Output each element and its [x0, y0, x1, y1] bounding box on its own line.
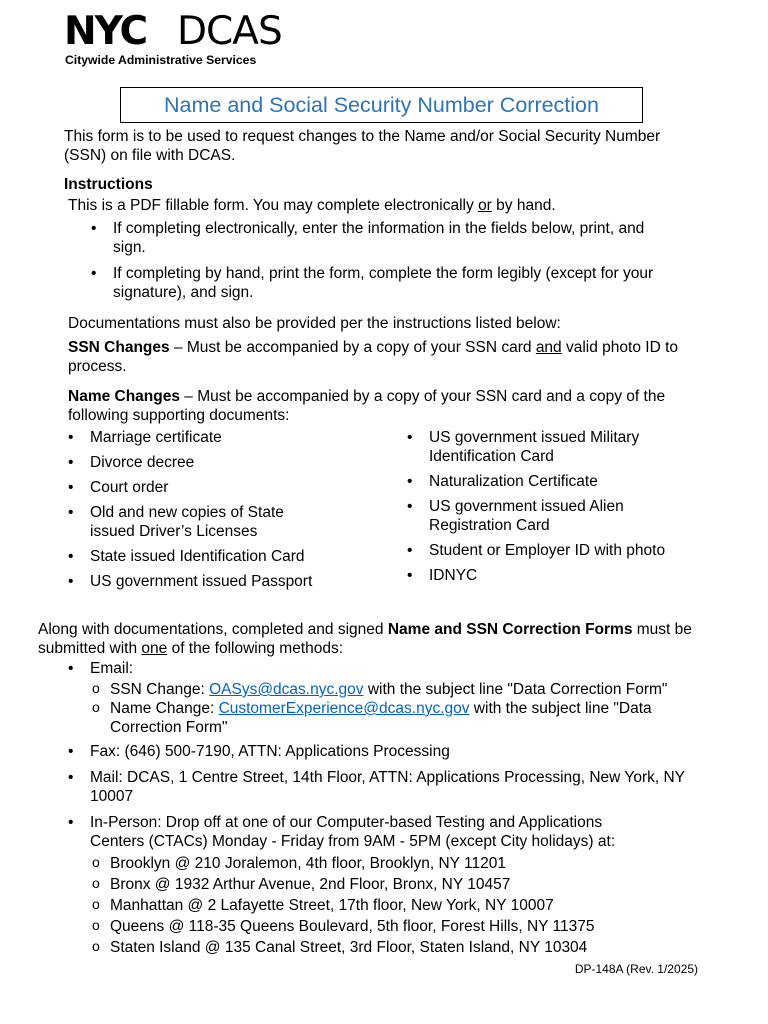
submission-bold: Name and SSN Correction Forms [387, 621, 633, 638]
supporting-documents-right [407, 428, 707, 585]
submission-methods-list [68, 659, 708, 957]
document-item: • US government issued Alien Registration Card [407, 497, 659, 535]
name-changes-paragraph [68, 387, 698, 425]
dcas-logo [64, 9, 282, 70]
location-item: o Manhattan @ 2 Lafayette Street, 17th floor, New York, NY 10007 [90, 896, 708, 917]
document-item: • IDNYC [407, 566, 707, 585]
name-change-label: Name Change: [110, 700, 219, 717]
method-email-label: Email: [90, 660, 134, 677]
form-title: Name and Social Security Number Correction [164, 93, 599, 117]
ssn-email-link[interactable]: OASys@dcas.nyc.gov [209, 681, 364, 698]
locations-list [68, 854, 708, 957]
form-title-box [120, 87, 643, 123]
instructions-line [68, 196, 708, 215]
email-name-item [90, 699, 690, 737]
supporting-documents-left [68, 428, 348, 591]
method-in-person [68, 813, 708, 957]
instructions-bullet-electronic: • If completing electronically, enter the information in the fields below, print, and sign. [91, 219, 681, 257]
ssn-change-label: SSN Change: [110, 681, 210, 698]
logo-dcas-text: DCAS [177, 9, 282, 54]
form-revision-footer: DP-148A (Rev. 1/2025) [574, 962, 698, 976]
instructions-line-post: by hand. [491, 197, 556, 214]
email-ssn-item [90, 680, 708, 699]
document-item: • Court order [68, 478, 348, 497]
document-item: • US government issued Passport [68, 572, 348, 591]
email-sublist [90, 680, 708, 737]
in-person-text: • In-Person: Drop off at one of our Computer-based Testing and Applications Centers (CTACs) Monday - Friday from 9AM - 5PM (except City holidays) at: [90, 814, 616, 850]
instructions-line-or: or [478, 197, 492, 214]
name-subject-text: with the subject line "Data Correction Form" [110, 700, 652, 736]
ssn-changes-text-post: valid photo ID to process. [68, 339, 679, 375]
ssn-changes-and: and [535, 339, 562, 356]
intro-text: This form is to be used to request changes to the Name and/or Social Security Number (SSN) on file with DCAS. [64, 128, 661, 164]
instructions-line-pre: This is a PDF fillable form. You may complete electronically [68, 197, 479, 214]
document-item: • Divorce decree [68, 453, 348, 472]
location-item: o Brooklyn @ 210 Joralemon, 4th floor, Brooklyn, NY 11201 [90, 854, 708, 875]
submission-mid: must be submitted with [38, 621, 692, 657]
instructions-bullet-hand: • If completing by hand, print the form, complete the form legibly (except for your signature), and sign. [91, 264, 681, 302]
method-email [68, 659, 708, 737]
submission-paragraph [38, 620, 708, 658]
document-item: • US government issued Military Identification Card [407, 428, 669, 466]
ssn-subject-text: with the subject line "Data Correction Form" [363, 681, 668, 698]
document-item: • Marriage certificate [68, 428, 348, 447]
ssn-changes-label: SSN Changes [68, 339, 170, 356]
name-changes-text: – Must be accompanied by a copy of your SSN card and a copy of the following supporting documents: [68, 388, 666, 424]
document-item: • Student or Employer ID with photo [407, 541, 707, 560]
document-item: • Naturalization Certificate [407, 472, 707, 491]
name-email-link[interactable]: CustomerExperience@dcas.nyc.gov [218, 700, 470, 717]
method-fax: • Fax: (646) 500-7190, ATTN: Applications Processing [68, 742, 708, 761]
location-item: o Staten Island @ 135 Canal Street, 3rd Floor, Staten Island, NY 10304 [90, 938, 708, 957]
submission-post: of the following methods: [167, 640, 344, 657]
submission-pre: Along with documentations, completed and signed [38, 621, 388, 638]
logo-nyc-text: NYC [64, 9, 147, 54]
documentation-note: Documentations must also be provided per the instructions listed below: [68, 315, 561, 332]
document-item: • State issued Identification Card [68, 547, 348, 566]
name-changes-label: Name Changes [68, 388, 180, 405]
instructions-heading: Instructions [64, 176, 153, 193]
submission-one: one [141, 640, 168, 657]
location-item: o Queens @ 118-35 Queens Boulevard, 5th floor, Forest Hills, NY 11375 [90, 917, 708, 938]
ssn-changes-text-pre: – Must be accompanied by a copy of your SSN card [169, 339, 536, 356]
instructions-list [91, 219, 681, 302]
method-mail: • Mail: DCAS, 1 Centre Street, 14th Floor, ATTN: Applications Processing, New York, NY 10007 [68, 768, 700, 806]
document-item: • Old and new copies of State issued Driver’s Licenses [68, 503, 310, 541]
ssn-changes-paragraph [68, 338, 698, 376]
location-item: o Bronx @ 1932 Arthur Avenue, 2nd Floor, Bronx, NY 10457 [90, 875, 708, 896]
logo-subtitle: Citywide Administrative Services [65, 53, 257, 67]
